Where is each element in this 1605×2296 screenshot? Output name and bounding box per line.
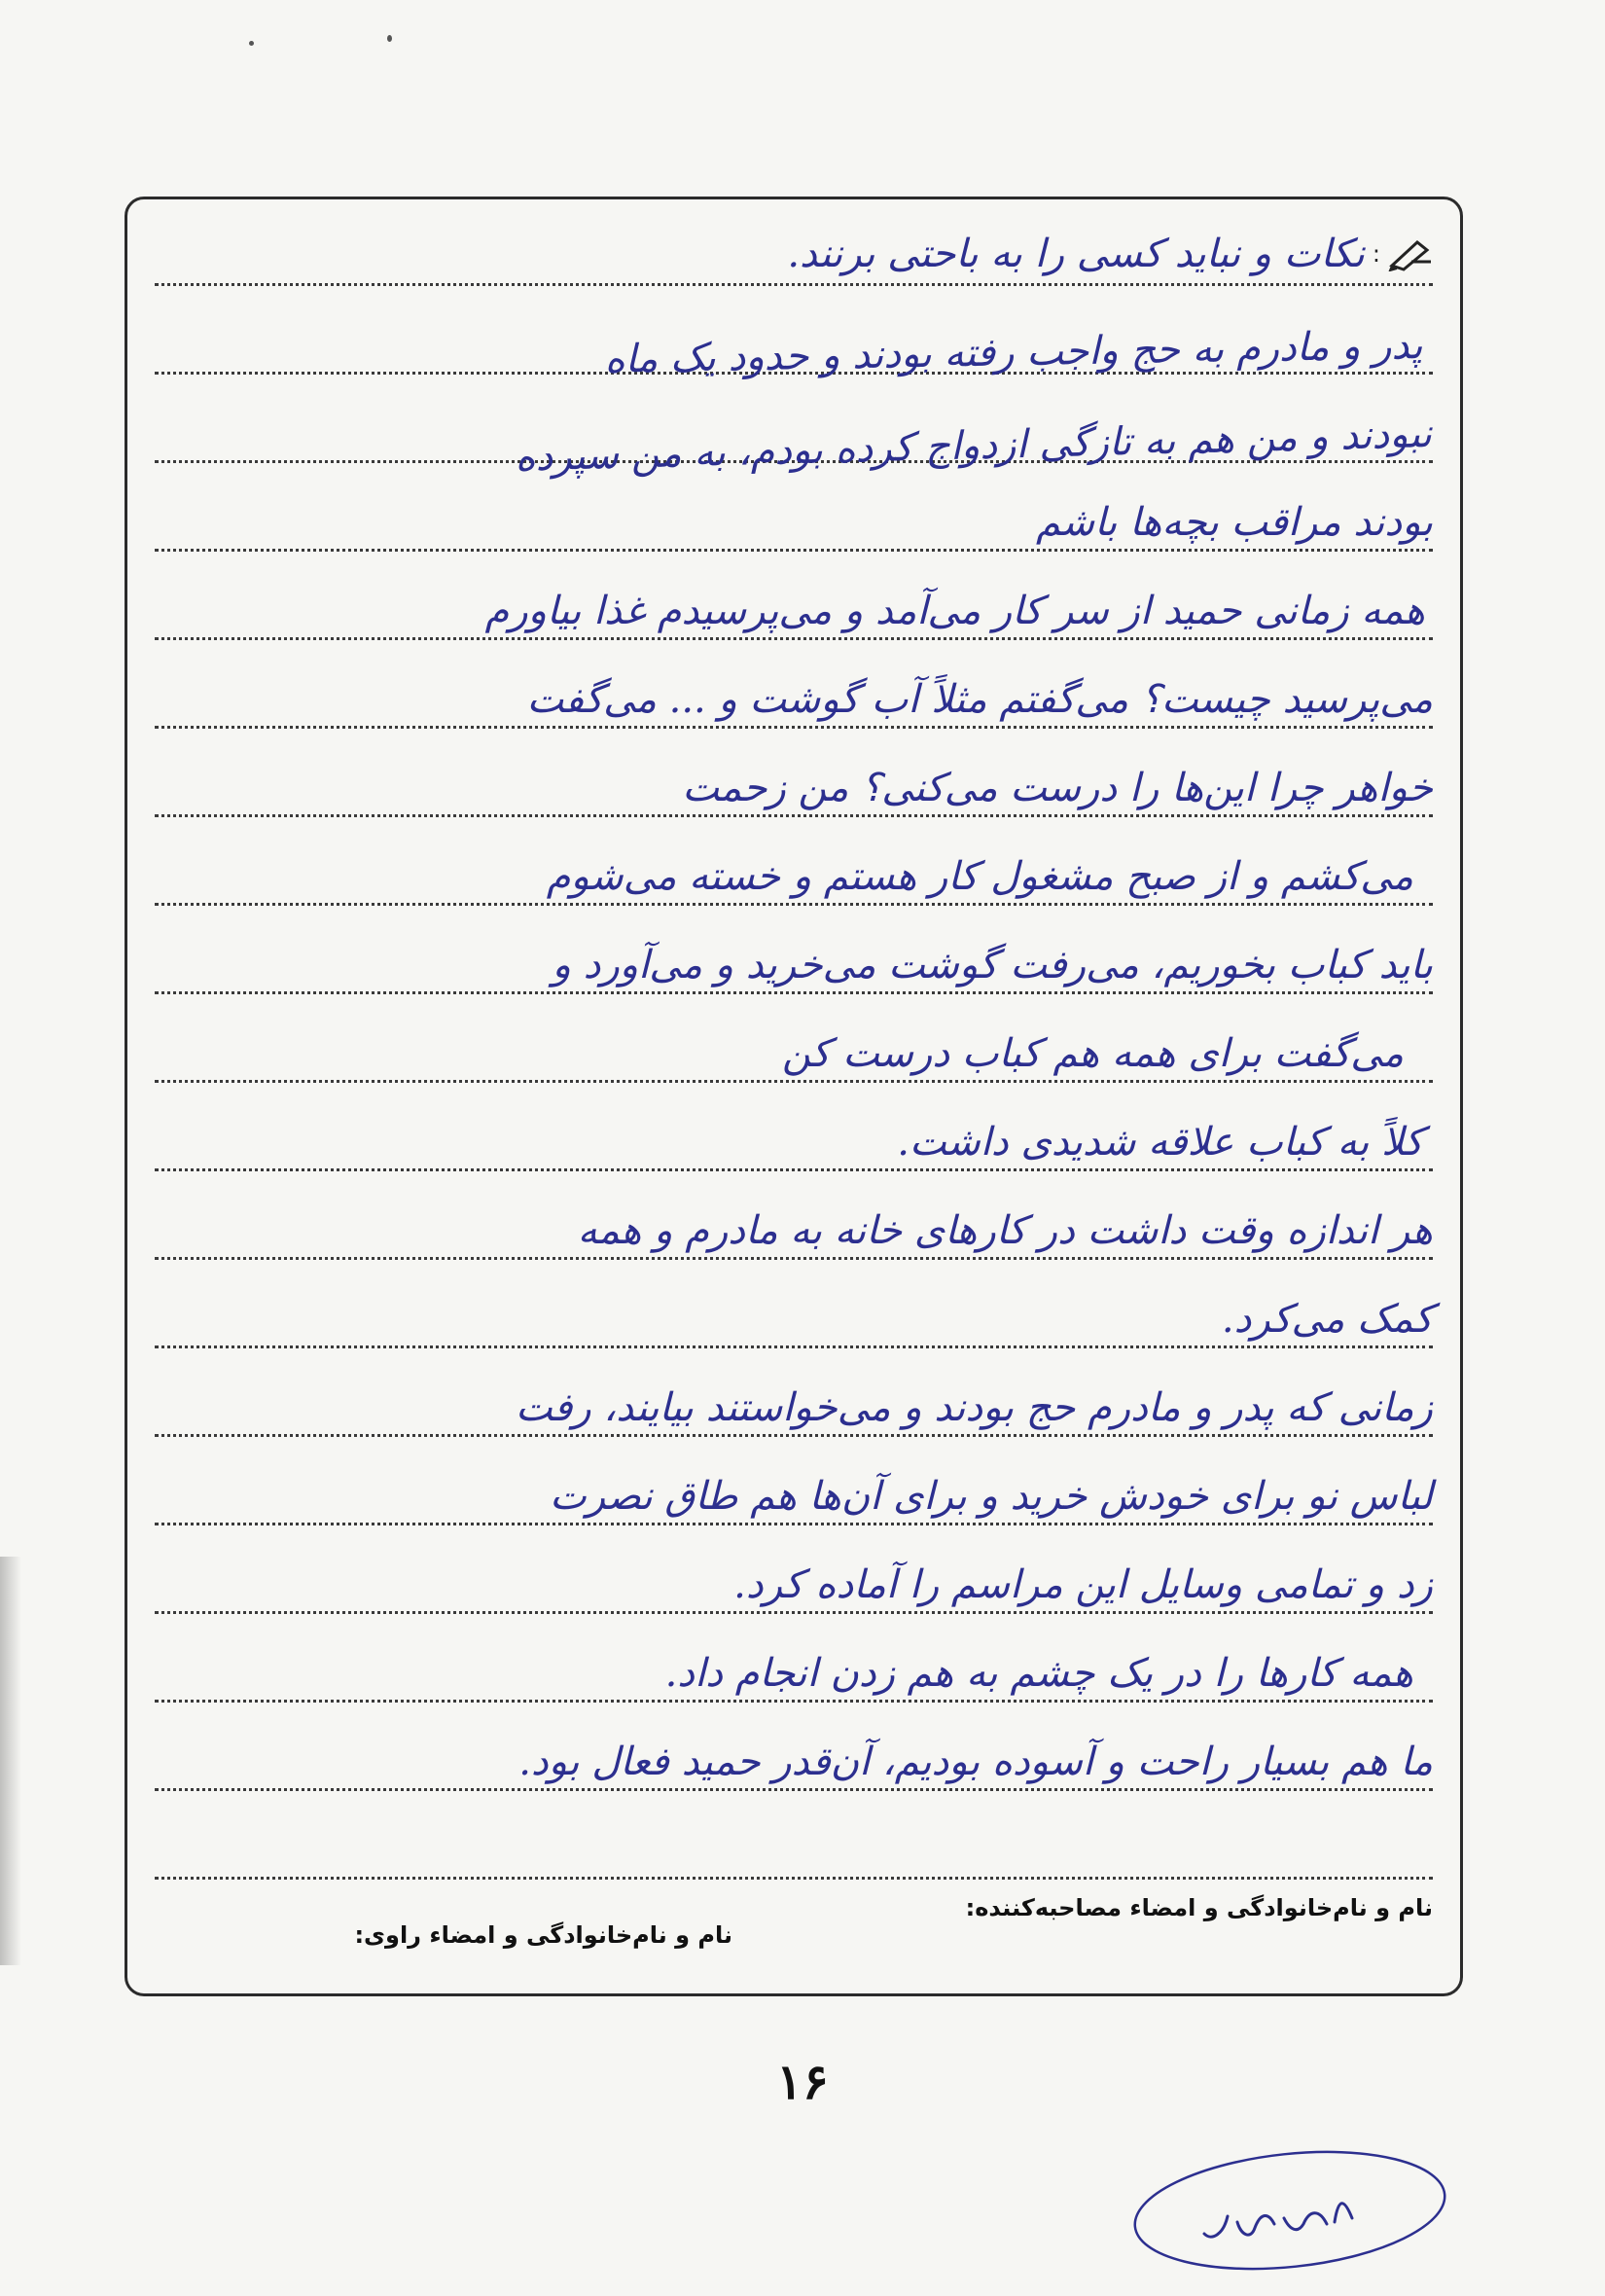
scan-speck bbox=[249, 41, 254, 46]
handwritten-line: خواهر چرا این‌ها را درست می‌کنی؟ من زحمت bbox=[682, 766, 1433, 810]
scan-edge-shadow bbox=[0, 1557, 21, 1965]
interviewer-signature-label: نام و نام‌خانوادگی و امضاء مصاحبه‌کننده: bbox=[965, 1894, 1433, 1921]
handwritten-line: لباس نو برای خودش خرید و برای آن‌ها هم طاق نصرت bbox=[550, 1474, 1433, 1519]
page-number: ۱۶ bbox=[776, 2053, 829, 2110]
handwritten-line: زمانی که پدر و مادرم حج بودند و می‌خواستند بیایند، رفت bbox=[515, 1385, 1433, 1430]
ruled-lines-area bbox=[155, 199, 1433, 1993]
interview-form-frame bbox=[125, 197, 1463, 1996]
handwritten-line: می‌گفت برای همه هم کباب درست کن bbox=[782, 1031, 1404, 1076]
scan-speck bbox=[387, 35, 392, 42]
handwritten-line: بودند مراقب بچه‌ها باشم bbox=[1035, 500, 1433, 545]
handwritten-line: همه کارها را در یک چشم به هم زدن انجام داد. bbox=[664, 1651, 1413, 1696]
ruled-line bbox=[155, 283, 1433, 286]
handwritten-line: هر اندازه وقت داشت در کارهای خانه به مادرم و همه bbox=[577, 1208, 1433, 1253]
handwritten-line: می‌پرسید چیست؟ می‌گفتم مثلاً آب گوشت و ... می‌گفت bbox=[526, 677, 1433, 722]
handwritten-line: می‌کشم و از صبح مشغول کار هستم و خسته می‌شوم bbox=[546, 854, 1413, 899]
handwritten-line: کلاً به کباب علاقه شدیدی داشت. bbox=[897, 1120, 1423, 1165]
signature-footer bbox=[155, 1894, 1433, 1953]
handwritten-signature bbox=[1119, 2140, 1449, 2277]
handwritten-line: کمک می‌کرد. bbox=[1221, 1297, 1433, 1342]
handwritten-line: پدر و مادرم به حج واجب رفته بودند و حدود یک ماه bbox=[604, 323, 1423, 382]
handwritten-line: همه زمانی حمید از سر کار می‌آمد و می‌پرسیدم غذا بیاورم bbox=[484, 589, 1425, 633]
ruled-line bbox=[155, 1877, 1433, 1880]
narrator-signature-label: نام و نام‌خانوادگی و امضاء راوی: bbox=[354, 1921, 732, 1949]
topic-label: : bbox=[1372, 240, 1380, 268]
handwritten-line: زد و تمامی وسایل این مراسم را آماده کرد. bbox=[733, 1562, 1433, 1607]
handwritten-line: نبودند و من هم به تازگی ازدواج کرده بودم، به من سپرده bbox=[515, 412, 1433, 481]
handwritten-line: باید کباب بخوریم، می‌رفت گوشت می‌خرید و می‌آورد و bbox=[552, 943, 1433, 987]
topic-handwritten-text: نکات و نباید کسی را به باحتی برنند. bbox=[787, 232, 1365, 276]
handwritten-line: ما هم بسیار راحت و آسوده بودیم، آن‌قدر حمید فعال بود. bbox=[518, 1740, 1433, 1784]
